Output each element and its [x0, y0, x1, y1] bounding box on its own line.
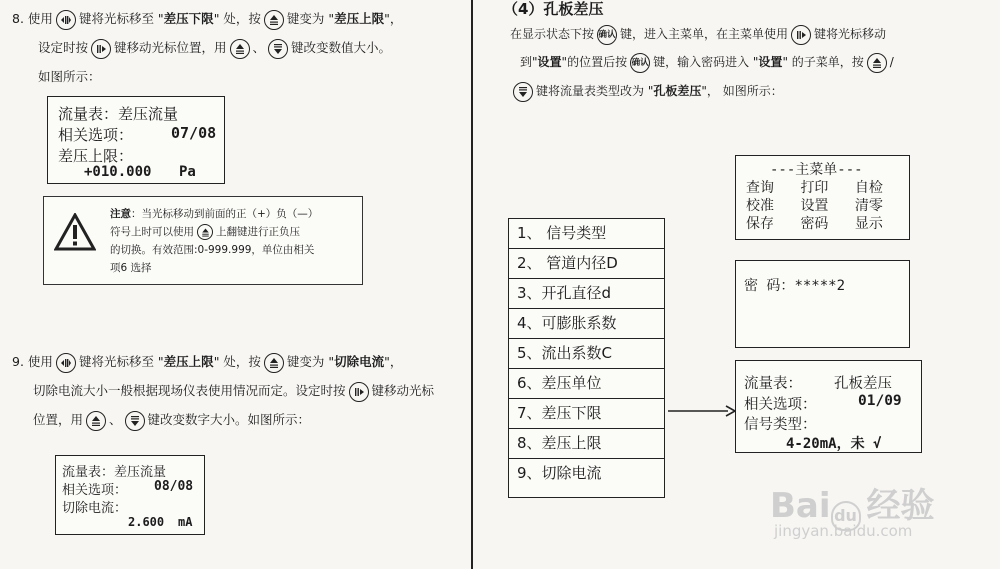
lcd-value: 07/08: [171, 124, 217, 142]
note-text: 注意：当光标移动到前面的正（+）负（—） 符号上时可以使用 上翻键进行正负压 的切换。有效范围:0-999.999，单位由相关 项6 选择: [110, 208, 319, 274]
menu-row: 保存 密码 显示: [746, 216, 883, 232]
submenu-item: 9、切除电流: [517, 464, 602, 482]
lcd-line: 切除电流：: [62, 501, 128, 516]
submenu-item: 7、差压下限: [509, 399, 664, 429]
up-key-icon: [264, 353, 284, 373]
main-menu-display: [735, 155, 910, 240]
right-line3: 键将流量表类型改为 "孔板差压"， 如图所示：: [510, 77, 783, 106]
lcd-unit: mA: [178, 515, 193, 529]
lcd-display-step8: [47, 96, 225, 184]
password-display: [735, 260, 910, 348]
up-key-icon: [197, 224, 213, 240]
step8-line3: 如图所示：: [38, 69, 101, 84]
step8-line2: 设定时按 键移动光标位置，用 、 键改变数值大小。: [38, 33, 391, 62]
up-key-icon: [86, 411, 106, 431]
password-line: 密 码：*****2: [744, 278, 846, 294]
menu-row: 校准 设置 清零: [746, 198, 883, 214]
right-line2: 到"设置"的位置后按 确认 键，输入密码进入 "设置" 的子菜单，按 /: [520, 48, 894, 77]
down-key-icon: [513, 82, 533, 102]
submenu-item: 5、流出系数C: [509, 339, 664, 369]
lcd-line: 流量表：差压流量: [62, 465, 167, 480]
step9-line2: 切除电流大小一般根据现场仪表使用情况而定。设定时按 键移动光标: [33, 376, 434, 405]
lcd-unit: Pa: [179, 164, 196, 180]
lcd-line: 流量表：: [744, 376, 802, 392]
right-key-icon: [91, 39, 111, 59]
lcd-display-step9: [55, 455, 205, 535]
left-right-key-icon: [56, 353, 76, 373]
submenu-item: 6、差压单位: [509, 369, 664, 399]
up-key-icon: [867, 53, 887, 73]
lcd-line: 信号类型：: [744, 417, 817, 433]
right-key-icon: [791, 25, 811, 45]
lcd-value: 4-20mA，未 √: [786, 436, 882, 452]
lcd-line: 相关选项：: [58, 126, 134, 144]
up-key-icon: [264, 10, 284, 30]
step8-line1: 8. 使用 键将光标移至 "差压下限" 处，按 键变为 "差压上限"，: [12, 4, 402, 33]
confirm-key-icon: 确认: [630, 53, 650, 73]
submenu-item: 2、 管道内径D: [509, 249, 664, 279]
warning-icon: [54, 213, 96, 255]
note-box: [43, 196, 363, 285]
lcd-value: 01/09: [858, 393, 902, 409]
arrow-right-icon: [668, 403, 736, 422]
lcd-value: 孔板差压: [834, 376, 892, 392]
menu-title: ---主菜单---: [770, 162, 863, 178]
baidu-watermark-logo: Bai du 经验: [770, 478, 935, 531]
right-key-icon: [349, 382, 369, 402]
left-right-key-icon: [56, 10, 76, 30]
lcd-line: 流量表：差压流量: [58, 105, 179, 123]
submenu-item: 4、可膨胀系数: [509, 309, 664, 339]
section-heading: （4）孔板差压: [503, 0, 604, 18]
lcd-line: 相关选项：: [744, 397, 817, 413]
submenu-list: [508, 218, 665, 498]
lcd-line: 相关选项：: [62, 483, 128, 498]
lcd-line: 差压上限：: [58, 147, 134, 165]
result-display: [735, 360, 922, 453]
confirm-key-icon: 确认: [597, 25, 617, 45]
up-key-icon: [230, 39, 250, 59]
down-key-icon: [125, 411, 145, 431]
submenu-item: 8、差压上限: [509, 429, 664, 459]
step9-line1: 9. 使用 键将光标移至 "差压上限" 处，按 键变为 "切除电流"，: [12, 347, 402, 376]
step9-line3: 位置，用 、 键改变数字大小。如图所示：: [33, 405, 310, 434]
submenu-item: 1、 信号类型: [509, 219, 664, 249]
menu-row: 查询 打印 自检: [746, 180, 883, 196]
lcd-value: +010.000: [84, 164, 152, 180]
page-divider: [471, 0, 473, 569]
watermark-url: jingyan.baidu.com: [774, 522, 913, 540]
down-key-icon: [268, 39, 288, 59]
submenu-item: 3、开孔直径d: [509, 279, 664, 309]
lcd-value: 08/08: [154, 479, 194, 494]
lcd-value: 2.600: [128, 515, 165, 529]
paw-icon: du: [831, 501, 861, 531]
right-line1: 在显示状态下按 确认 键，进入主菜单，在主菜单使用 键将光标移动: [510, 20, 886, 49]
